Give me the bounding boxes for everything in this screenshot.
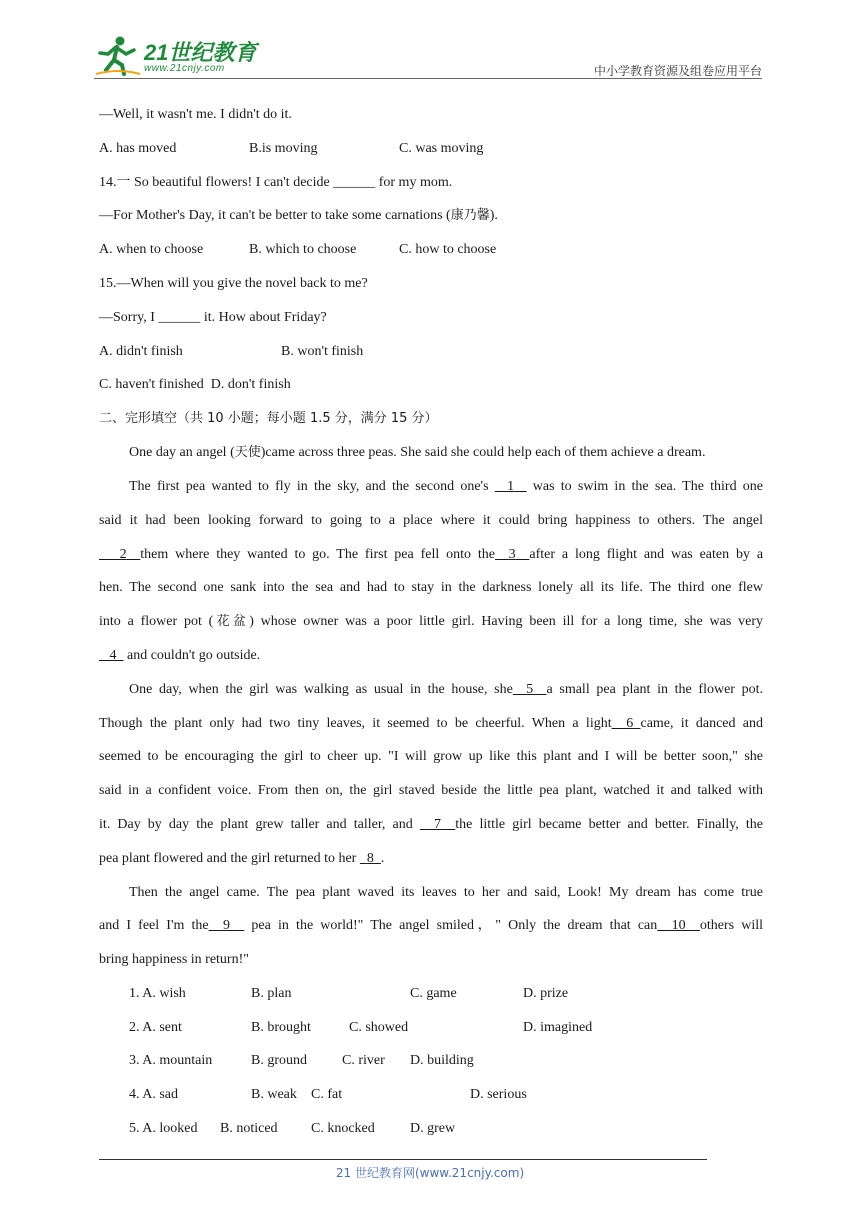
platform-name: 中小学教育资源及组卷应用平台 xyxy=(593,64,762,78)
blank-1: 1 xyxy=(507,479,515,494)
q15-stem: 15.—When will you give the novel back to me? xyxy=(99,276,368,291)
passage-line-1: One day an angel (天使)came across three peas. She said she could help each of them achieve a dream. xyxy=(129,445,706,460)
passage-line-11: said in a confident voice. From then on, the girl staved beside the little pea plant, watched it and talked with xyxy=(99,783,763,798)
blank-7: 7 xyxy=(434,817,442,832)
passage-line-14: Then the angel came. The pea plant waved its leaves to her and said, Look! My dream has come true xyxy=(129,885,763,900)
choice-1-a: 1. A. wish xyxy=(129,986,186,1001)
choice-3-d: D. building xyxy=(410,1053,474,1068)
choice-1-b: B. plan xyxy=(251,986,292,1001)
choice-4-c: C. fat xyxy=(311,1087,343,1102)
page-footer: 21 世纪教育网(www.21cnjy.com) xyxy=(335,1166,525,1180)
passage-line-13: pea plant flowered and the girl returned to her 8 . xyxy=(99,851,385,866)
logo-url: www.21cnjy.com xyxy=(144,63,225,74)
blank-3: 3 xyxy=(508,547,516,562)
q14-stem: 14.一 So beautiful flowers! I can't decide ______ for my mom. xyxy=(99,175,453,190)
passage-line-6: into a flower pot (花盆) whose owner was a poor little girl. Having been ill for a long time, she was very xyxy=(99,614,763,629)
choice-3-b: B. ground xyxy=(251,1053,307,1068)
choice-1-d: D. prize xyxy=(523,986,569,1001)
q15-option-a: A. didn't finish xyxy=(99,344,183,359)
passage-line-12: it. Day by day the plant grew taller and taller, and 7 the little girl became better and better. Finally, the xyxy=(99,817,764,832)
blank-9: 9 xyxy=(222,918,230,933)
blank-2: 2 xyxy=(119,547,127,562)
page-header xyxy=(94,34,762,80)
passage-line-10: seemed to be encouraging the girl to cheer up. "I will grow up like this plant and I will be better soon," she xyxy=(99,749,763,764)
choice-4-a: 4. A. sad xyxy=(129,1087,178,1102)
passage-line-5: hen. The second one sank into the sea and had to stay in the darkness lonely all its life. The third one flew xyxy=(99,580,763,595)
passage-line-8: One day, when the girl was walking as usual in the house, she 5 a small pea plant in the flower pot. xyxy=(129,682,764,697)
q14-option-c: C. how to choose xyxy=(399,242,497,257)
q13-option-a: A. has moved xyxy=(99,141,177,156)
header-divider xyxy=(94,78,762,79)
choice-5-d: D. grew xyxy=(410,1121,456,1136)
logo-text: 21世纪教育 xyxy=(144,40,257,65)
passage-line-4: 2 them where they wanted to go. The first pea fell onto the 3 after a long flight and was eaten by a xyxy=(99,545,763,565)
passage-line-9: Though the plant only had two tiny leaves, it seemed to be cheerful. When a light 6 came, it danced and xyxy=(99,716,764,731)
q13-option-b: B.is moving xyxy=(249,141,318,156)
blank-4: 4 xyxy=(109,648,117,663)
choice-5-a: 5. A. looked xyxy=(129,1121,198,1136)
blank-5: 5 xyxy=(526,682,534,697)
blank-8: 8 xyxy=(366,851,374,866)
section-title: 二、完形填空（共 10 小题；每小题 1.5 分，满分 15 分） xyxy=(99,411,438,426)
q13-reply: —Well, it wasn't me. I didn't do it. xyxy=(99,107,292,122)
q15-option-b: B. won't finish xyxy=(281,344,364,359)
q14-reply: —For Mother's Day, it can't be better to take some carnations (康乃馨). xyxy=(99,208,498,223)
passage-line-16: bring happiness in return!" xyxy=(99,952,249,967)
q15-option-c-d: C. haven't finished D. don't finish xyxy=(99,377,291,392)
passage-line-2: The first pea wanted to fly in the sky, and the second one's 1 was to swim in the sea. The third one xyxy=(129,479,764,494)
choice-5-c: C. knocked xyxy=(311,1121,375,1136)
site-logo xyxy=(94,34,264,78)
q15-reply: —Sorry, I ______ it. How about Friday? xyxy=(99,310,327,325)
q13-option-c: C. was moving xyxy=(399,141,484,156)
choice-3-a: 3. A. mountain xyxy=(129,1053,213,1068)
q14-option-a: A. when to choose xyxy=(99,242,204,257)
footer-divider xyxy=(99,1159,707,1160)
choice-2-d: D. imagined xyxy=(523,1020,593,1035)
passage-line-15: and I feel I'm the 9 pea in the world!" The angel smiled，" Only the dream that can 10 others will xyxy=(99,918,764,933)
choice-2-c: C. showed xyxy=(349,1020,409,1035)
passage-line-3: said it had been looking forward to going to a place where it could bring happiness to others. The angel xyxy=(99,513,763,528)
runner-logo-icon xyxy=(94,34,142,78)
choice-2-b: B. brought xyxy=(251,1020,311,1035)
choice-4-d: D. serious xyxy=(470,1087,527,1102)
choice-1-c: C. game xyxy=(410,986,457,1001)
choice-4-b: B. weak xyxy=(251,1087,297,1102)
choice-5-b: B. noticed xyxy=(220,1121,278,1136)
choice-2-a: 2. A. sent xyxy=(129,1020,182,1035)
q14-option-b: B. which to choose xyxy=(249,242,357,257)
choice-3-c: C. river xyxy=(342,1053,385,1068)
passage-line-7: 4 and couldn't go outside. xyxy=(99,646,763,666)
blank-10: 10 xyxy=(671,918,686,933)
blank-6: 6 xyxy=(626,716,634,731)
